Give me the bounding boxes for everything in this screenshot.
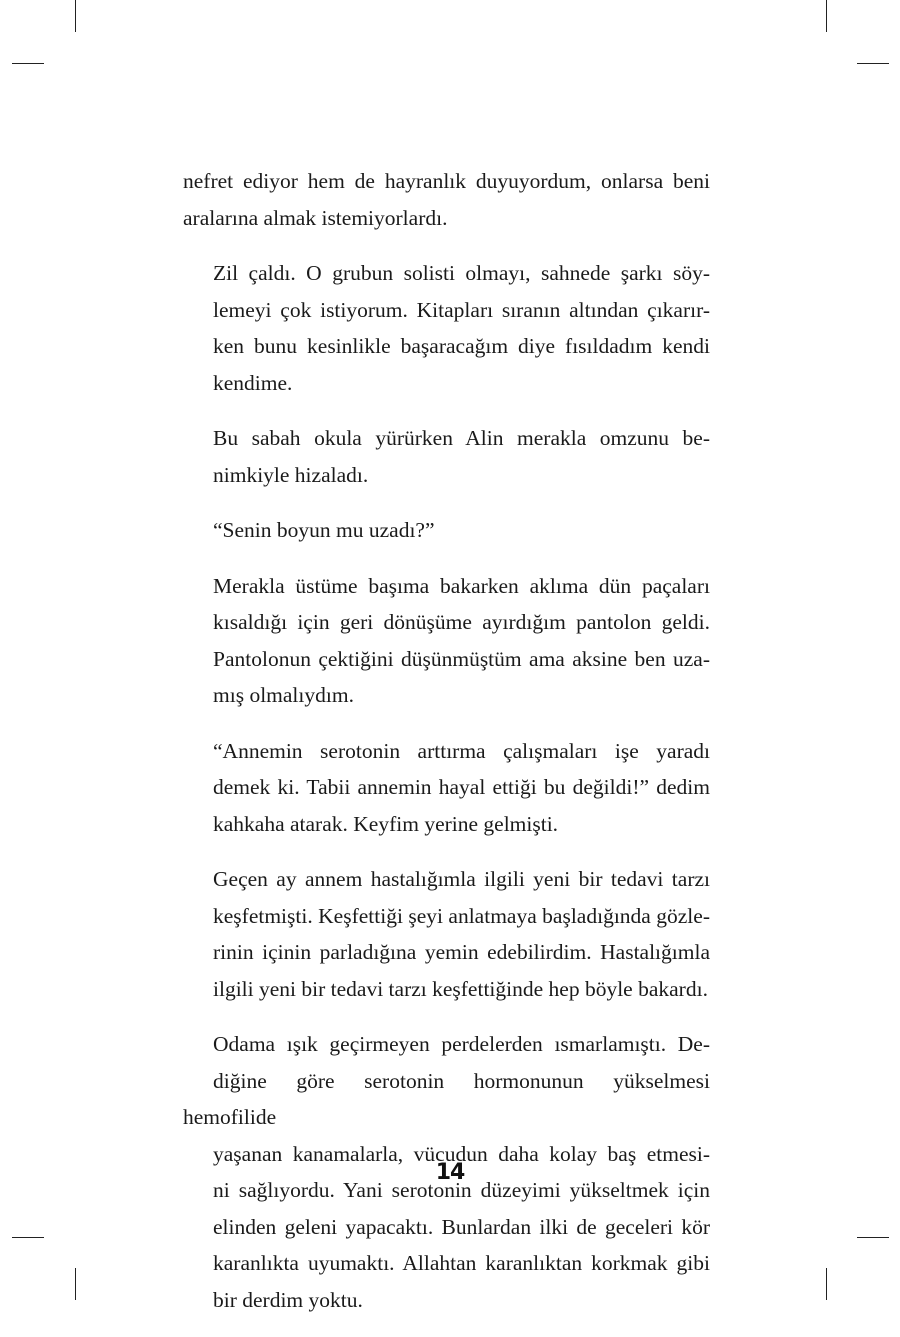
text-line: Bu sabah okula yürürken Alin merakla omzunu be- bbox=[213, 426, 710, 450]
crop-mark-top-right bbox=[826, 0, 827, 32]
crop-mark-left-bottom bbox=[12, 1237, 44, 1238]
text-line: ken bunu kesinlikle başaracağım diye fısıldadım kendi bbox=[213, 334, 710, 358]
paragraph bbox=[183, 733, 710, 843]
text-line: Odama ışık geçirmeyen perdelerden ısmarlamıştı. De- bbox=[213, 1032, 710, 1056]
text-line: ilgili yeni bir tedavi tarzı keşfettiğinde hep böyle bakardı. bbox=[213, 976, 708, 1001]
text-line: karanlıkta uyumaktı. Allahtan karanlıktan korkmak gibi bbox=[213, 1251, 710, 1275]
crop-mark-bottom-right bbox=[826, 1268, 827, 1300]
text-line: bir derdim yoktu. bbox=[213, 1287, 363, 1312]
text-line: rinin içinin parladığına yemin edebilirdim. Hastalığımla bbox=[213, 940, 710, 964]
text-line: mış olmalıydım. bbox=[213, 683, 354, 707]
text-line: Pantolonun çektiğini düşünmüştüm ama aksine ben uza- bbox=[213, 646, 710, 671]
text-line: “Annemin serotonin arttırma çalışmaları işe yaradı bbox=[213, 738, 710, 763]
text-line: elinden geleni yapacaktı. Bunlardan ilki de geceleri kör bbox=[213, 1214, 710, 1239]
text-line: yaşanan kanamalarla, vücudun daha kolay baş etmesi- bbox=[213, 1141, 710, 1166]
crop-mark-bottom-left bbox=[75, 1268, 76, 1300]
text-line: keşfetmişti. Keşfettiği şeyi anlatmaya başladığında gözle- bbox=[213, 903, 710, 928]
text-line: demek ki. Tabii annemin hayal ettiği bu değildi!” dedim bbox=[213, 775, 710, 799]
text-line: “Senin boyun mu uzadı?” bbox=[213, 518, 435, 542]
crop-mark-top-left bbox=[75, 0, 76, 32]
text-line: kahkaha atarak. Keyfim yerine gelmişti. bbox=[213, 811, 559, 836]
paragraph bbox=[183, 861, 710, 1007]
text-line: kendime. bbox=[213, 370, 293, 395]
page-number: 14 bbox=[435, 1160, 465, 1185]
text-line: ni sağlıyordu. Yani serotonin düzeyimi yükseltmek için bbox=[213, 1178, 710, 1202]
paragraph bbox=[183, 163, 710, 236]
text-line: Zil çaldı. O grubun solisti olmayı, sahnede şarkı söy- bbox=[213, 261, 710, 285]
text-line: diğine göre serotonin hormonunun yükselmesi hemofilide bbox=[183, 1068, 710, 1129]
text-line: Merakla üstüme başıma bakarken aklıma dün paçaları bbox=[213, 573, 710, 598]
text-line: Geçen ay annem hastalığımla ilgili yeni bir tedavi tarzı bbox=[213, 867, 710, 891]
paragraph bbox=[183, 420, 710, 493]
paragraph bbox=[183, 512, 710, 549]
crop-mark-right-top bbox=[857, 63, 889, 64]
text-line: aralarına almak istemiyorlardı. bbox=[183, 205, 448, 230]
text-line: lemeyi çok istiyorum. Kitapları sıranın altından çıkarır- bbox=[213, 297, 710, 322]
text-line: kısaldığı için geri dönüşüme ayırdığım pantolon geldi. bbox=[213, 610, 710, 634]
crop-mark-right-bottom bbox=[857, 1237, 889, 1238]
text-line: nefret ediyor hem de hayranlık duyuyordum, onlarsa beni bbox=[183, 169, 710, 193]
crop-mark-left-top bbox=[12, 63, 44, 64]
paragraph bbox=[183, 255, 710, 401]
text-line: nimkiyle hizaladı. bbox=[213, 462, 369, 487]
paragraph bbox=[183, 568, 710, 714]
